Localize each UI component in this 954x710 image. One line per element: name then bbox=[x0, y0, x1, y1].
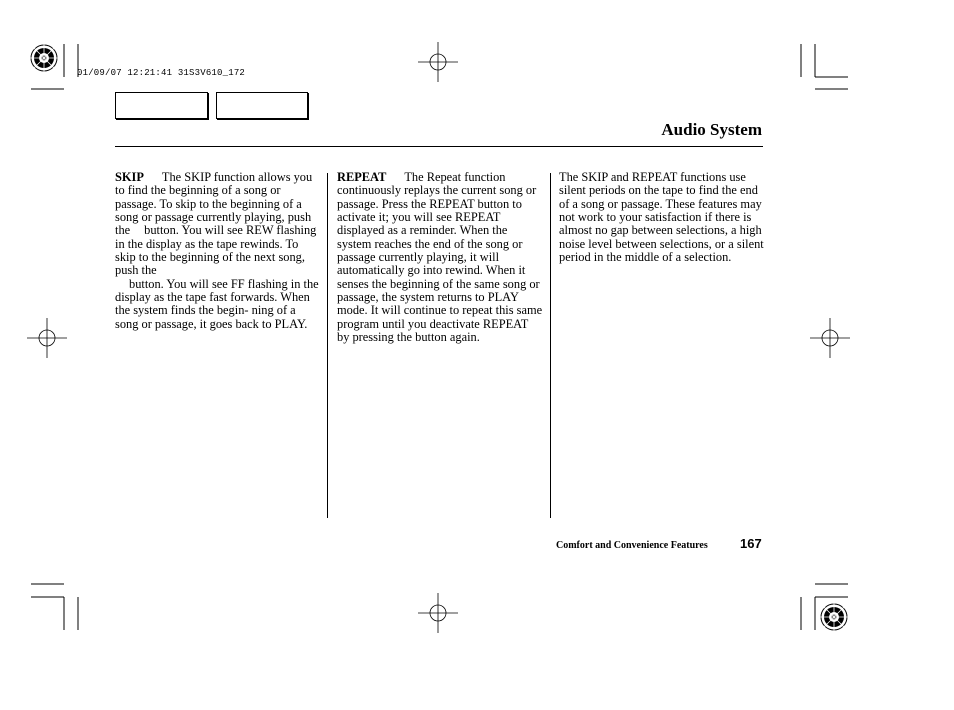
column-divider-1 bbox=[327, 173, 328, 518]
print-stamp: 01/09/07 12:21:41 31S3V610_172 bbox=[77, 68, 246, 78]
page-number: 167 bbox=[740, 536, 762, 551]
header-rule bbox=[115, 146, 763, 147]
repeat-lead: REPEAT bbox=[337, 170, 387, 184]
page-title: Audio System bbox=[661, 120, 762, 139]
registration-target-bottom-right-icon bbox=[820, 603, 848, 631]
registration-crosshair-right bbox=[810, 318, 850, 358]
registration-crosshair-top bbox=[418, 42, 458, 82]
note-column bbox=[559, 171, 764, 264]
skip-column bbox=[115, 171, 321, 331]
skip-text-3: button. You will see FF flashing in the display as the tape fast forwards. When the system finds the begin- ning of a song or passage, it goes back to PLAY. bbox=[115, 276, 319, 331]
repeat-paragraph bbox=[337, 171, 543, 344]
chapter-tab-box-2 bbox=[216, 92, 308, 119]
column-divider-2 bbox=[550, 173, 551, 518]
registration-crosshair-left bbox=[27, 318, 67, 358]
note-paragraph: The SKIP and REPEAT functions use silent periods on the tape to find the end of a song or passage. These features may not work to your satisfaction if there is almost no gap between selections, a high noise level between selections, or a silent period in the middle of a selection. bbox=[559, 170, 764, 265]
repeat-column bbox=[337, 171, 543, 344]
skip-text-1: The SKIP function allows you to find the beginning of a song or passage. To skip to the beginning of a song or passage currently playing, push the bbox=[115, 170, 313, 238]
chapter-tab-box-1 bbox=[115, 92, 208, 119]
skip-paragraph bbox=[115, 171, 321, 331]
registration-target-top-left-icon bbox=[30, 44, 58, 72]
registration-crosshair-bottom bbox=[418, 593, 458, 633]
repeat-text: The Repeat function continuously replays the current song or passage. Press the REPEAT button to activate it; you will see REPEAT displayed as a reminder. When the system reaches the end of the song or passage currently playing, it will automatically go into rewind. When it senses the beginning of the same song or passage, the system returns to PLAY mode. It will continue to repeat this same program until you deactivate REPEAT by pressing the button again. bbox=[337, 170, 543, 345]
skip-lead: SKIP bbox=[115, 170, 144, 184]
footer-section-label: Comfort and Convenience Features bbox=[556, 540, 708, 551]
skip-text-2: button. You will see REW flashing in the display as the tape rewinds. To skip to the beginning of the next song, push the bbox=[115, 223, 317, 278]
